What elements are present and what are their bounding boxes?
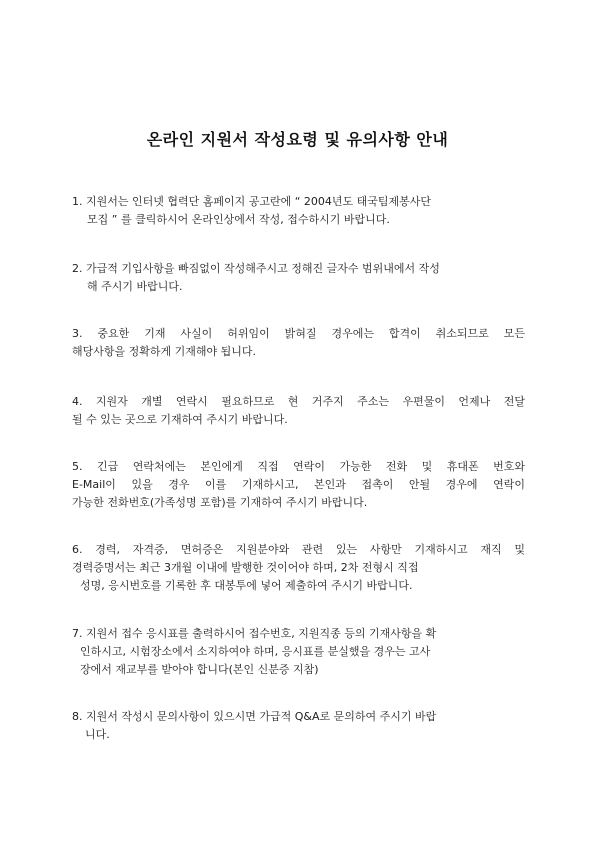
item-line: 해당사항을 정확하게 기재해야 됩니다. bbox=[72, 345, 257, 358]
guideline-item-4 bbox=[72, 393, 525, 429]
item-line: 될 수 있는 곳으로 기재하여 주시기 바랍니다. bbox=[72, 413, 288, 426]
item-line: 니다. bbox=[85, 728, 110, 741]
document-title: 온라인 지원서 작성요령 및 유의사항 안내 bbox=[146, 130, 449, 149]
item-line: 2. 가급적 기입사항을 빠짐없이 작성해주시고 정해진 글자수 범위내에서 작성 bbox=[72, 262, 440, 275]
item-line: 4. 지원자 개별 연락시 필요하므로 현 거주지 주소는 우편물이 언제나 전달 bbox=[72, 395, 525, 408]
guideline-item-5 bbox=[72, 458, 525, 512]
item-line: 모집 ” 를 클릭하시어 온라인상에서 작성, 접수하시기 바랍니다. bbox=[87, 213, 390, 226]
item-line: 6. 경력, 자격증, 면허증은 지원분야와 관련 있는 사항만 기재하시고 재직 및 bbox=[72, 543, 525, 556]
item-line: 7. 지원서 접수 응시표를 출력하시어 접수번호, 지원직종 등의 기재사항을 확 bbox=[72, 627, 437, 640]
guideline-item-1 bbox=[72, 193, 525, 229]
guideline-item-7 bbox=[72, 625, 525, 679]
guideline-item-8 bbox=[72, 708, 525, 744]
guideline-item-2 bbox=[72, 260, 525, 296]
item-line: 장에서 재교부를 받아야 합니다(본인 신분증 지참) bbox=[80, 663, 319, 676]
item-line: 가능한 전화번호(가족성명 포함)를 기재하여 주시기 바랍니다. bbox=[72, 496, 368, 509]
item-line: E-Mail이 있을 경우 이를 기재하시고, 본인과 접촉이 안될 경우에 연락이 bbox=[72, 478, 525, 491]
item-line: 8. 지원서 작성시 문의사항이 있으시면 가급적 Q&A로 문의하여 주시기 바랍 bbox=[72, 710, 437, 723]
guideline-item-3 bbox=[72, 325, 525, 361]
item-line: 성명, 응시번호를 기록한 후 대봉투에 넣어 제출하여 주시기 바랍니다. bbox=[80, 579, 413, 592]
item-line: 3. 중요한 기재 사실이 허위임이 밝혀질 경우에는 합격이 취소되므로 모든 bbox=[72, 327, 525, 340]
guideline-item-6 bbox=[72, 541, 525, 595]
item-line: 5. 긴급 연락처에는 본인에게 직접 연락이 가능한 전화 및 휴대폰 번호와 bbox=[72, 460, 525, 473]
item-line: 해 주시기 바랍니다. bbox=[87, 280, 183, 293]
item-line: 인하시고, 시험장소에서 소지하여야 하며, 응시표를 분실했을 경우는 고사 bbox=[80, 645, 431, 658]
item-line: 1. 지원서는 인터넷 협력단 홈페이지 공고란에 “ 2004년도 태국팀제봉사단 bbox=[72, 195, 432, 208]
item-line: 경력증명서는 최근 3개월 이내에 발행한 것이어야 하며, 2차 전형시 직접 bbox=[72, 561, 419, 574]
